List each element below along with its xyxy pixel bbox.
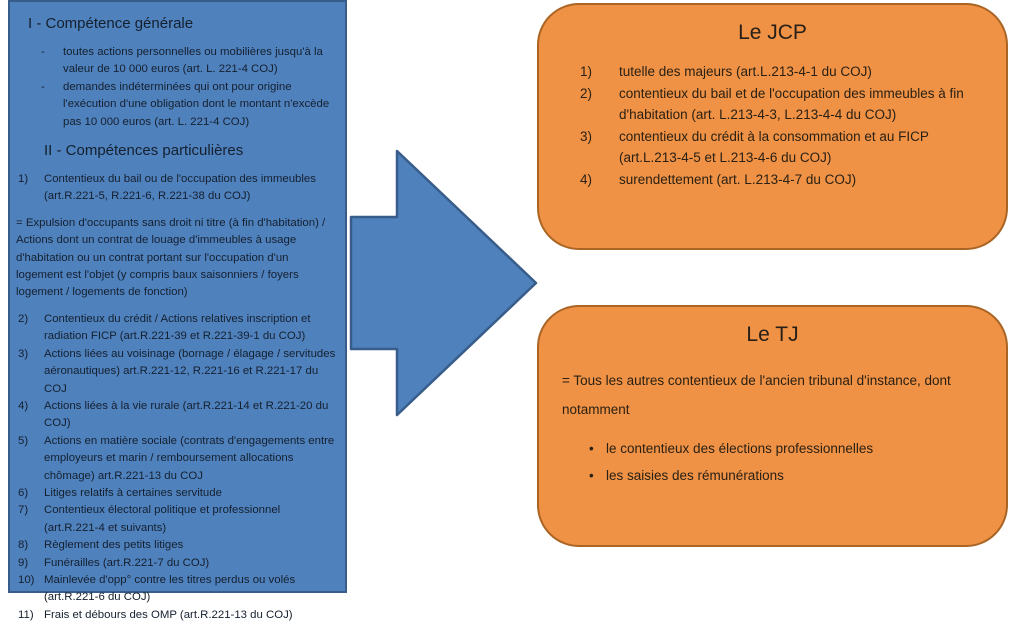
list-item-text: Litiges relatifs à certaines servitude bbox=[44, 486, 222, 499]
list-marker: 7) bbox=[18, 504, 29, 517]
list-item-text: Frais et débours des OMP (art.R.221-13 du COJ) bbox=[44, 608, 293, 621]
numbered-item bbox=[14, 502, 337, 537]
bullet-item bbox=[41, 44, 337, 79]
tj-box bbox=[537, 305, 1008, 547]
tj-bullet-list bbox=[589, 435, 992, 489]
list-marker: 6) bbox=[18, 486, 29, 499]
bullet-item bbox=[589, 435, 992, 462]
numbered-item bbox=[14, 311, 337, 346]
list-marker: • bbox=[589, 441, 594, 456]
numbered-item bbox=[14, 346, 337, 398]
bullet-item bbox=[41, 79, 337, 131]
numbered-item bbox=[580, 169, 992, 191]
list-marker: 10) bbox=[18, 573, 35, 586]
list-item-text: toutes actions personnelles ou mobilières jusqu'à la valeur de 10 000 euros (art. L. 221-4 COJ) bbox=[63, 46, 323, 76]
list-marker: 11) bbox=[18, 608, 34, 621]
numbered-item bbox=[580, 83, 992, 126]
list-marker: 3) bbox=[580, 128, 593, 144]
numbered-item bbox=[14, 171, 337, 206]
numbered-item bbox=[14, 485, 337, 502]
jcp-title: Le JCP bbox=[738, 21, 807, 44]
general-competence-list bbox=[41, 44, 337, 131]
list-marker: - bbox=[41, 80, 45, 93]
list-marker: 3) bbox=[18, 347, 29, 360]
list-marker: 9) bbox=[18, 556, 29, 569]
list-item-text: le contentieux des élections professionnelles bbox=[606, 441, 874, 456]
list-item-text: demandes indéterminées qui ont pour origine l'exécution d'une obligation dont le montant n'excède pas 10 000 euros (art. L. 221-4 COJ) bbox=[63, 80, 330, 128]
list-item-text: Contentieux du crédit / Actions relatives inscription et radiation FICP (art.R.221-39 et R.221-39-1 du COJ) bbox=[44, 312, 311, 343]
jcp-list bbox=[580, 61, 992, 190]
list-item-text: Actions en matière sociale (contrats d'engagements entre employeurs et marin / remboursement allocations chômage) art.R.221-13 du COJ bbox=[44, 434, 335, 482]
numbered-item bbox=[14, 433, 337, 485]
list-item-text: Actions liées à la vie rurale (art.R.221-14 et R.221-20 du COJ) bbox=[44, 399, 329, 430]
list-item-text: Mainlevée d'opp° contre les titres perdus ou volés (art.R.221-6 du COJ) bbox=[44, 573, 296, 604]
competences-panel bbox=[8, 0, 347, 621]
numbered-item bbox=[14, 398, 337, 433]
list-marker: 1) bbox=[18, 173, 29, 186]
particular-competences-list bbox=[14, 171, 337, 624]
list-item-text: tutelle des majeurs (art.L.213-4-1 du COJ) bbox=[619, 64, 872, 79]
numbered-item bbox=[580, 61, 992, 83]
tj-intro: = Tous les autres contentieux de l'ancien tribunal d'instance, dont notamment bbox=[562, 373, 951, 417]
list-marker: 4) bbox=[18, 399, 29, 412]
bullet-item bbox=[589, 462, 992, 489]
numbered-item bbox=[14, 537, 337, 554]
list-item-text: Actions liées au voisinage (bornage / élagage / servitudes aéronautiques) art.R.221-12, R.221-16 et R.221-17 du COJ bbox=[44, 347, 336, 395]
numbered-item bbox=[580, 126, 992, 169]
jcp-box bbox=[537, 3, 1008, 250]
list-marker: 2) bbox=[18, 312, 29, 325]
list-item-text: Règlement des petits litiges bbox=[44, 539, 184, 552]
list-item-text: Contentieux du bail ou de l'occupation des immeubles (art.R.221-5, R.221-6, R.221-38 du COJ) bbox=[44, 173, 316, 203]
list-marker: 1) bbox=[580, 64, 593, 79]
numbered-item bbox=[14, 607, 337, 624]
list-marker: • bbox=[589, 468, 594, 483]
general-competence-heading: I - Compétence générale bbox=[28, 15, 194, 32]
note-paragraph: = Expulsion d'occupants sans droit ni titre (à fin d'habitation) / Actions dont un contrat de louage d'immeubles à usage d'habitation ou un contrat portant sur l'occupation d'un logement est l'objet (y compris baux saisonniers / foyers logement / logements de fonction) bbox=[16, 216, 326, 299]
list-marker: 8) bbox=[18, 539, 29, 552]
list-marker: 5) bbox=[18, 434, 29, 447]
list-item-text: surendettement (art. L.213-4-7 du COJ) bbox=[619, 171, 857, 187]
list-marker: 2) bbox=[580, 85, 593, 101]
numbered-item bbox=[14, 555, 337, 572]
list-item-text: contentieux du bail et de l'occupation des immeubles à fin d'habitation (art. L.213-4-3, L.213-4-4 du COJ) bbox=[619, 85, 964, 122]
list-marker: - bbox=[41, 46, 45, 58]
list-item-text: Contentieux électoral politique et professionnel (art.R.221-4 et suivants) bbox=[44, 504, 281, 534]
list-item-text: les saisies des rémunérations bbox=[606, 468, 784, 483]
list-marker: 4) bbox=[580, 171, 593, 187]
particular-competences-heading: II - Compétences particulières bbox=[44, 142, 244, 160]
tj-title: Le TJ bbox=[746, 323, 799, 346]
list-item-text: Funérailles (art.R.221-7 du COJ) bbox=[44, 556, 210, 569]
list-item-text: contentieux du crédit à la consommation et au FICP (art.L.213-4-5 et L.213-4-6 du COJ) bbox=[619, 128, 929, 165]
